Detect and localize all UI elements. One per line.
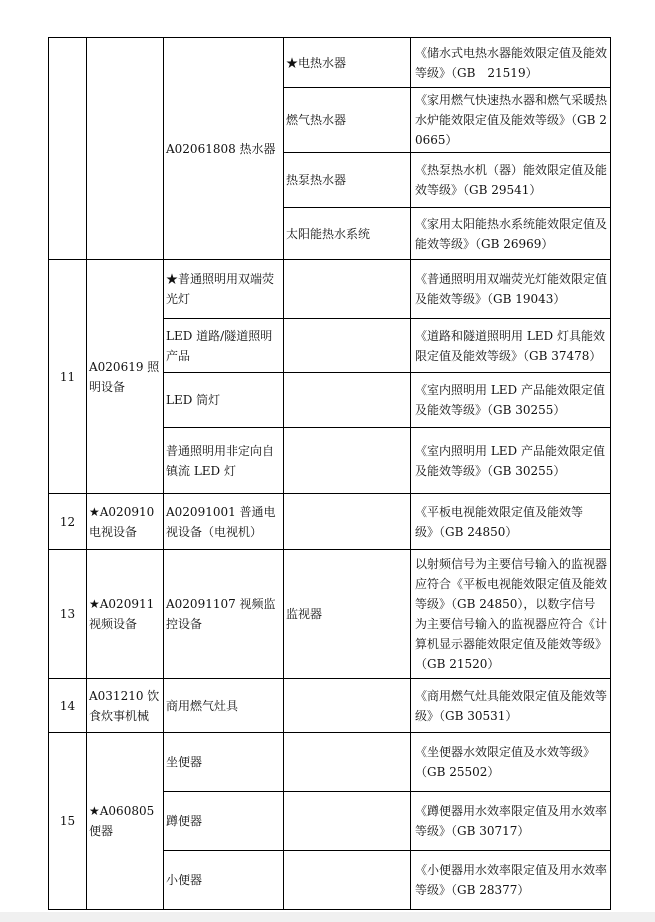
cell-subitem <box>284 319 411 373</box>
cell-standard: 《室内照明用 LED 产品能效限定值及能效等级》（GB 30255） <box>411 373 611 428</box>
cell-standard: 《普通照明用双端荧光灯能效限定值及能效等级》（GB 19043） <box>411 260 611 319</box>
cell-standard: 《蹲便器用水效率限定值及用水效率等级》（GB 30717） <box>411 792 611 851</box>
cell-subitem: 监视器 <box>284 550 411 679</box>
cell-standard: 《家用太阳能热水系统能效限定值及能效等级》（GB 26969） <box>411 208 611 260</box>
cell-subitem: 太阳能热水系统 <box>284 208 411 260</box>
cell-item: 商用燃气灶具 <box>164 679 284 733</box>
energy-standards-table <box>48 37 611 910</box>
cell-item: 坐便器 <box>164 733 284 792</box>
cell-subitem <box>284 428 411 494</box>
cell-standard: 《家用燃气快速热水器和燃气采暖热水炉能效限定值及能效等级》（GB 20665） <box>411 88 611 153</box>
cell-subitem <box>284 792 411 851</box>
cell-category: A031210 饮食炊事机械 <box>87 679 164 733</box>
cell-item: 蹲便器 <box>164 792 284 851</box>
cell-number: 15 <box>49 733 87 910</box>
cell-item: ★普通照明用双端荧光灯 <box>164 260 284 319</box>
cell-category: A020619 照明设备 <box>87 260 164 494</box>
cell-item: A02091107 视频监控设备 <box>164 550 284 679</box>
cell-standard: 《坐便器水效限定值及水效等级》（GB 25502） <box>411 733 611 792</box>
cell-item: 普通照明用非定向自镇流 LED 灯 <box>164 428 284 494</box>
cell-item: A02091001 普通电视设备（电视机） <box>164 494 284 550</box>
cell-standard: 《道路和隧道照明用 LED 灯具能效限定值及能效等级》（GB 37478） <box>411 319 611 373</box>
cell-number: 11 <box>49 260 87 494</box>
cell-category: ★A020910 电视设备 <box>87 494 164 550</box>
table-row <box>49 733 611 792</box>
cell-standard: 《平板电视能效限定值及能效等级》（GB 24850） <box>411 494 611 550</box>
page-bottom-strip <box>0 912 655 922</box>
cell-number: 13 <box>49 550 87 679</box>
cell-subitem: ★电热水器 <box>284 38 411 88</box>
cell-subitem <box>284 851 411 910</box>
cell-item: A02061808 热水器 <box>164 38 284 260</box>
table-row <box>49 260 611 319</box>
cell-standard: 以射频信号为主要信号输入的监视器应符合《平板电视能效限定值及能效等级》（GB 24850），以数字信号为主要信号输入的监视器应符合《计算机显示器能效限定值及能效等级》（GB 21520） <box>411 550 611 679</box>
cell-subitem <box>284 260 411 319</box>
cell-number <box>49 38 87 260</box>
cell-subitem: 燃气热水器 <box>284 88 411 153</box>
cell-category <box>87 38 164 260</box>
table-row <box>49 38 611 88</box>
cell-standard: 《室内照明用 LED 产品能效限定值及能效等级》（GB 30255） <box>411 428 611 494</box>
cell-item: LED 筒灯 <box>164 373 284 428</box>
cell-standard: 《热泵热水机（器）能效限定值及能效等级》（GB 29541） <box>411 153 611 208</box>
cell-standard: 《小便器用水效率限定值及用水效率等级》（GB 28377） <box>411 851 611 910</box>
cell-category: ★A060805 便器 <box>87 733 164 910</box>
table-row <box>49 494 611 550</box>
cell-standard: 《储水式电热水器能效限定值及能效等级》（GB 21519） <box>411 38 611 88</box>
cell-subitem <box>284 733 411 792</box>
table-row <box>49 550 611 679</box>
cell-subitem <box>284 494 411 550</box>
cell-subitem: 热泵热水器 <box>284 153 411 208</box>
table-row <box>49 679 611 733</box>
cell-standard: 《商用燃气灶具能效限定值及能效等级》（GB 30531） <box>411 679 611 733</box>
cell-item: LED 道路/隧道照明产品 <box>164 319 284 373</box>
cell-subitem <box>284 373 411 428</box>
cell-number: 14 <box>49 679 87 733</box>
cell-category: ★A020911 视频设备 <box>87 550 164 679</box>
cell-subitem <box>284 679 411 733</box>
cell-number: 12 <box>49 494 87 550</box>
cell-item: 小便器 <box>164 851 284 910</box>
